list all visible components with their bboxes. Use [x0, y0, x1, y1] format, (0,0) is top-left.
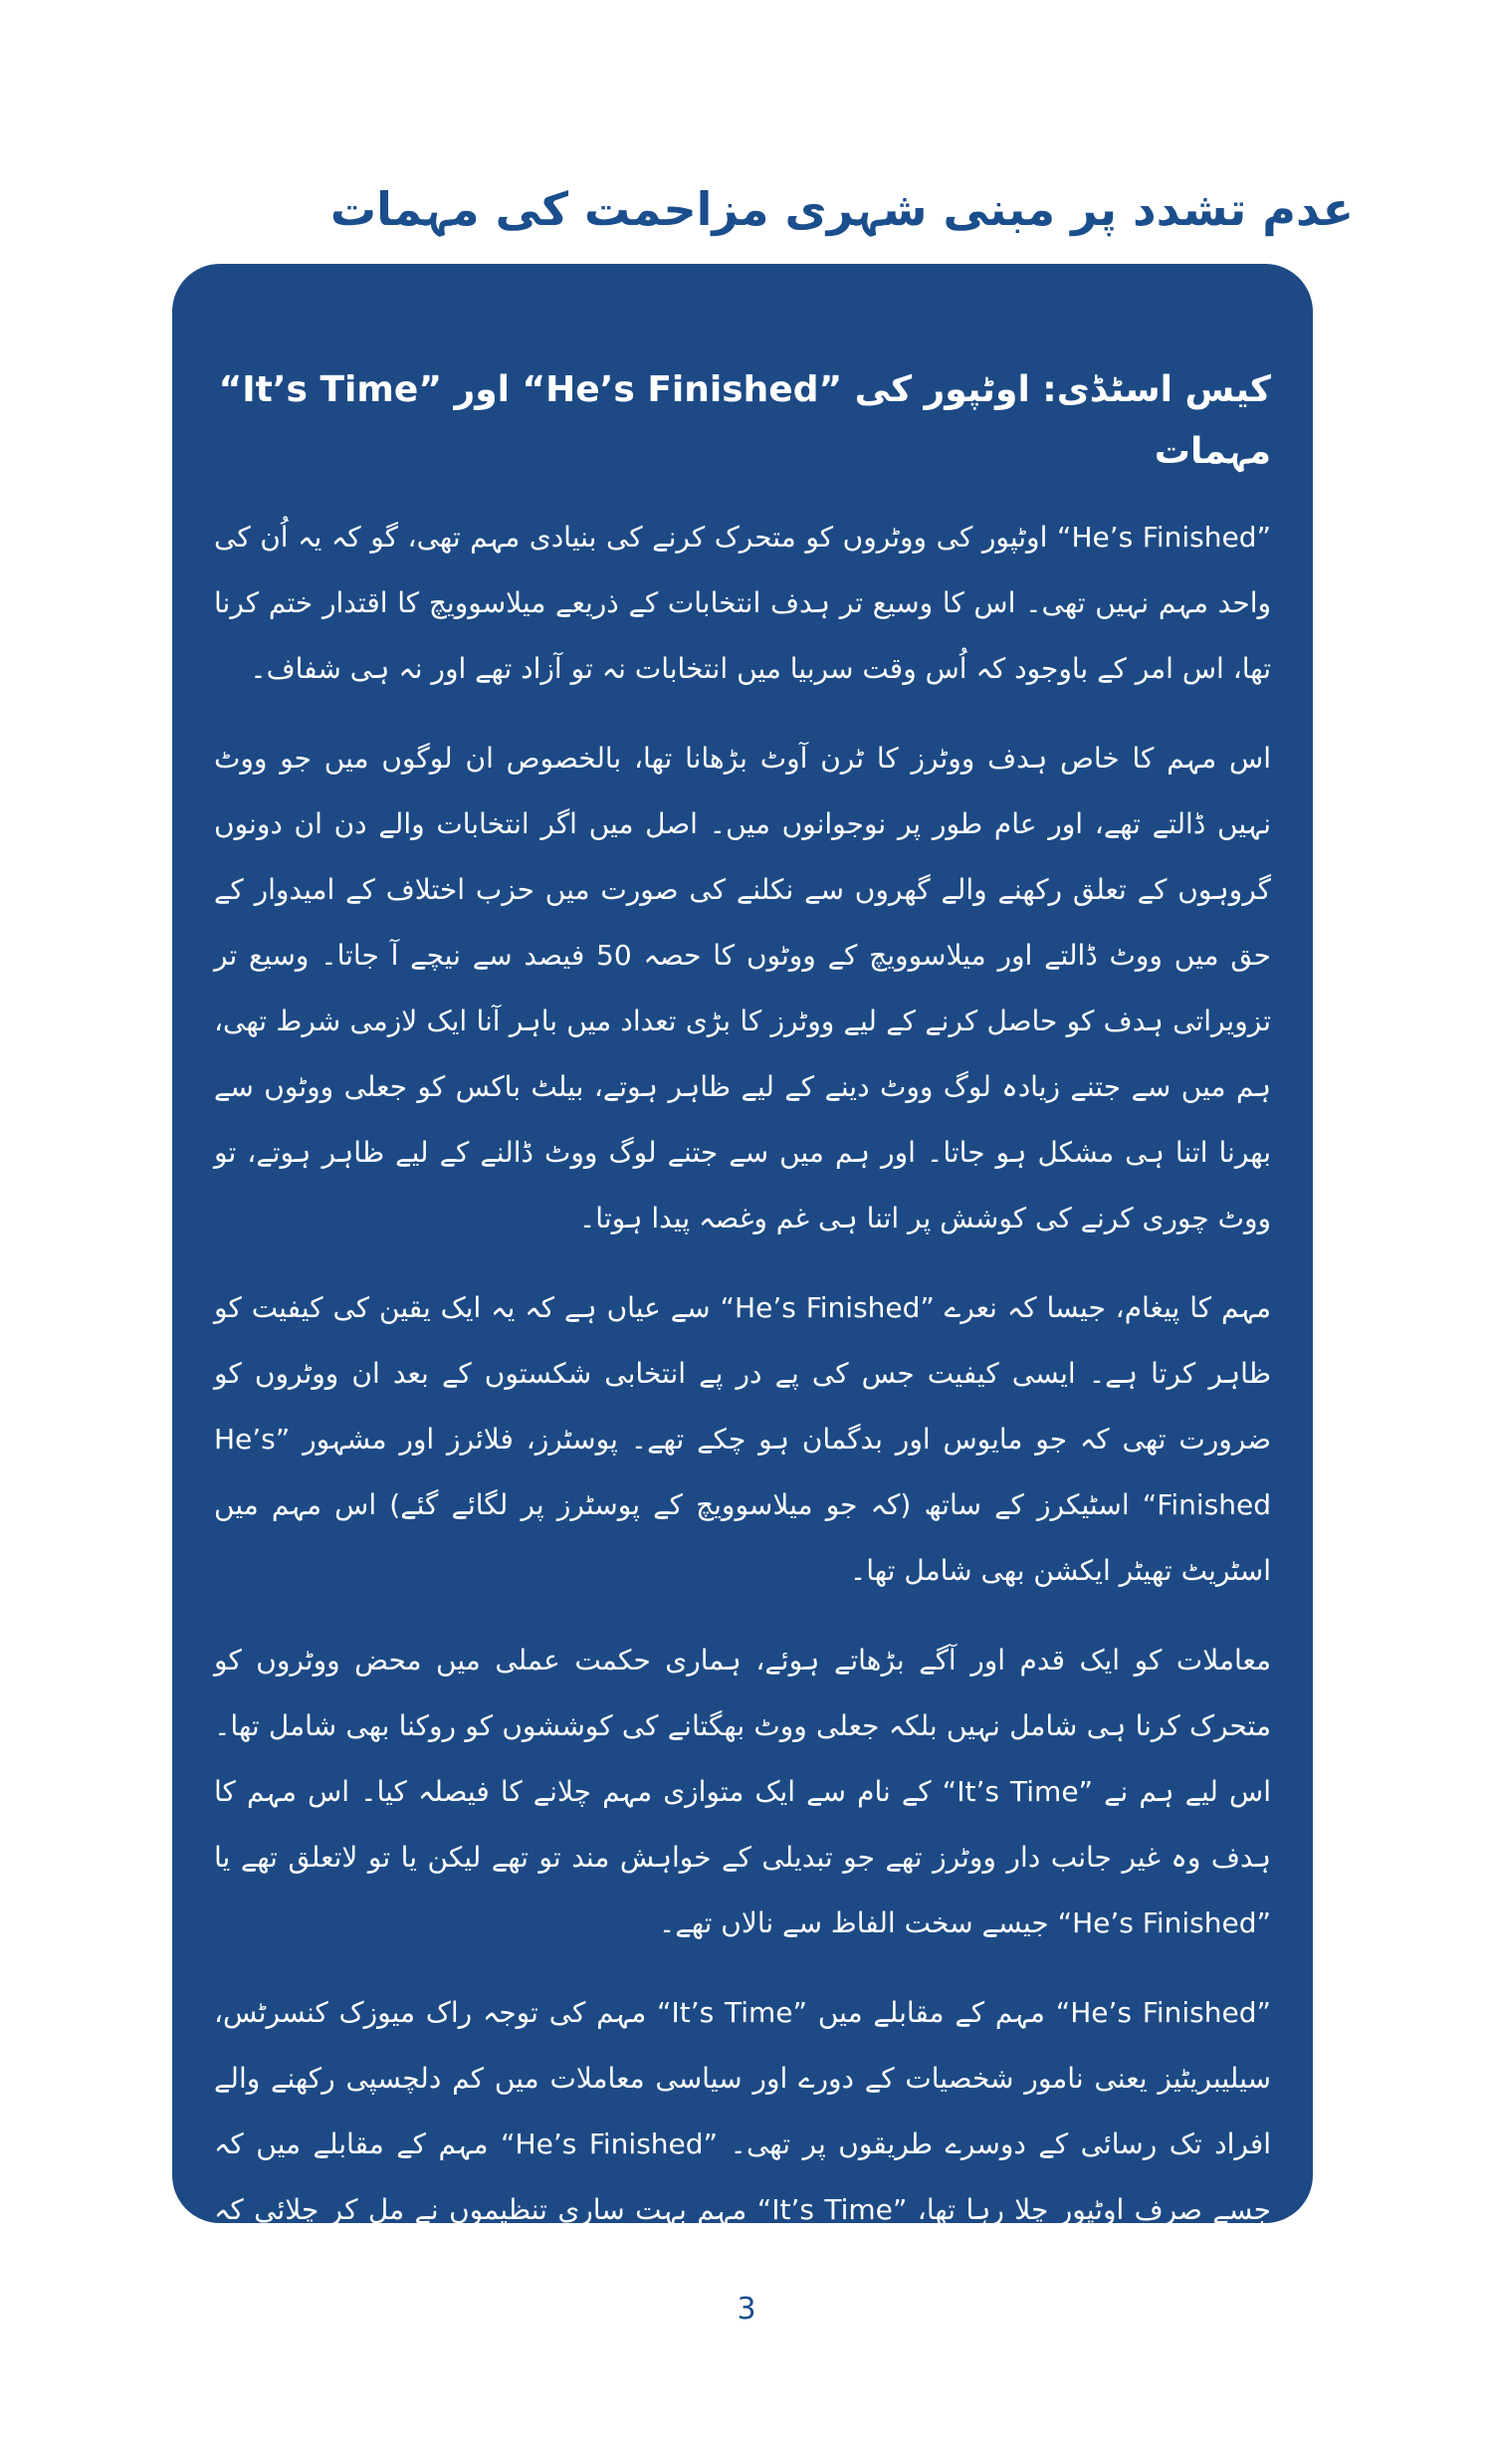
case-study-paragraph: دونوں مہمات نے اپنے اہداف حاصل کیے اور ریکارڈ ٹرن آوٹ (جو 30 سال سے کم عمر افراد میں 70 فیصد سے بھی زیادہ تھا) کی بدولت میلاسوویچ کو شکست ہوئی۔ — [214, 2349, 1271, 2447]
case-study-paragraph: ”He’s Finished“ اوٹپور کی ووٹروں کو متحرک کرنے کی بنیادی مہم تھی، گو کہ یہ اُن کی واحد مہم نہیں تھی۔ اس کا وسیع تر ہدف انتخابات کے ذریعے میلاسوویچ کا اقتدار ختم کرنا تھا، اس امر کے باوجود کہ اُس وقت سربیا میں انتخابات نہ تو آزاد تھے اور نہ ہی شفاف۔ — [214, 521, 1271, 685]
case-study-paragraph: ”He’s Finished“ مہم کے مقابلے میں ”It’s Time“ مہم کی توجہ راک میوزک کنسرٹس، سیلیبریٹیز یعنی نامور شخصیات کے دورے اور سیاسی معاملات میں کم دلچسپی رکھنے والے افراد تک رسائی کے دوسرے طریقوں پر تھی۔ ”He’s Finished“ مہم کے مقابلے میں کہ جسے صرف اوٹپور چلا رہا تھا، ”It’s Time“ مہم بہت ساری تنظیموں نے مل کر چلائی کہ جن میں اوٹپور بھی شامل تھی۔ — [214, 1996, 1271, 2292]
case-study-box — [172, 264, 1313, 2447]
case-study-heading: کیس اسٹڈی: اوٹپور کی ”He’s Finished“ اور ”It’s Time“ مہمات — [218, 369, 1271, 472]
page-title: عدم تشدد پر مبنی شہری مزاحمت کی مہمات — [329, 182, 1354, 236]
page-number: 3 — [737, 2292, 756, 2327]
case-study-paragraph: اس مہم کا خاص ہدف ووٹرز کا ٹرن آوٹ بڑھانا تھا، بالخصوص ان لوگوں میں جو ووٹ نہیں ڈالتے تھے، اور عام طور پر نوجوانوں میں۔ اصل میں اگر انتخابات والے دن ان دونوں گروہوں کے تعلق رکھنے والے گھروں سے نکلنے کی صورت میں حزب اختلاف کے امیدوار کے حق میں ووٹ ڈالتے اور میلاسوویچ کے ووٹوں کا حصہ 50 فیصد سے نیچے آ جاتا۔ وسیع تر تزویراتی ہدف کو حاصل کرنے کے لیے ووٹرز کا بڑی تعداد میں باہر آنا ایک لازمی شرط تھی، ہم میں سے جتنے زیادہ لوگ ووٹ دینے کے لیے ظاہر ہوتے، بیلٹ باکس کو جعلی ووٹوں سے بھرنا اتنا ہی مشکل ہو جاتا۔ اور ہم میں سے جتنے لوگ ووٹ ڈالنے کے لیے ظاہر ہوتے، تو ووٹ چوری کرنے کی کوشش پر اتنا ہی غم وغصہ پیدا ہوتا۔ — [214, 742, 1271, 1234]
case-study-paragraph: معاملات کو ایک قدم اور آگے بڑھاتے ہوئے، ہماری حکمت عملی میں محض ووٹروں کو متحرک کرنا ہی شامل نہیں بلکہ جعلی ووٹ بھگتانے کی کوششوں کو روکنا بھی شامل تھا۔ اس لیے ہم نے ”It’s Time“ کے نام سے ایک متوازی مہم چلانے کا فیصلہ کیا۔ اس مہم کا ہدف وہ غیر جانب دار ووٹرز تھے جو تبدیلی کے خواہش مند تو تھے لیکن یا تو لاتعلق تھے یا ”He’s Finished“ جیسے سخت الفاظ سے نالاں تھے۔ — [214, 1644, 1272, 1939]
case-study-paragraph: مہم کا پیغام، جیسا کہ نعرے ”He’s Finished“ سے عیاں ہے کہ یہ ایک یقین کی کیفیت کو ظاہر کرتا ہے۔ ایسی کیفیت جس کی پے در پے انتخابی شکستوں کے بعد ان ووٹروں کو ضرورت تھی کہ جو مایوس اور بدگمان ہو چکے تھے۔ پوسٹرز، فلائرز اور مشہور ”He’s Finished“ اسٹیکرز کے ساتھ (کہ جو میلاسوویچ کے پوسٹرز پر لگائے گئے) اس مہم میں اسٹریٹ تھیٹر ایکشن بھی شامل تھا۔ — [214, 1291, 1271, 1587]
